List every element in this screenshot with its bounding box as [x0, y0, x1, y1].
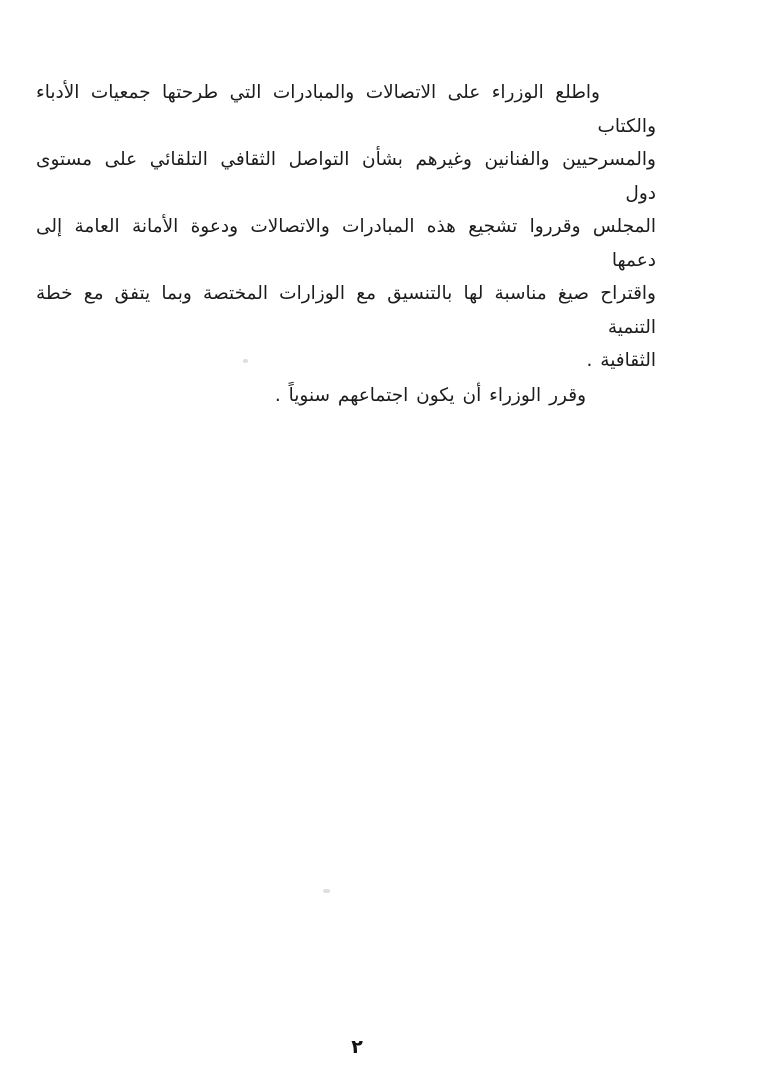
paragraph1-line-1: واطلع الوزراء على الاتصالات والمبادرات التي طرحتها جمعيات الأدباء والكتاب [36, 82, 656, 137]
paragraph1-line-3: المجلس وقرروا تشجيع هذه المبادرات والاتصالات ودعوة الأمانة العامة إلى دعمها [36, 216, 656, 271]
paragraph1-line-4: واقتراح صيغ مناسبة لها بالتنسيق مع الوزارات المختصة وبما يتفق مع خطة التنمية [36, 283, 656, 338]
paragraph1-line-5: الثقافية . [586, 350, 656, 371]
body-text [36, 76, 656, 412]
paragraph2-line-1: وقرر الوزراء أن يكون اجتماعهم سنوياً . [274, 384, 586, 406]
scan-speckle [243, 359, 248, 363]
page-number: ٢ [351, 1036, 363, 1058]
paragraph1-line-2: والمسرحيين والفنانين وغيرهم بشأن التواصل الثقافي التلقائي على مستوى دول [36, 149, 656, 204]
paragraph-council-initiatives [36, 76, 656, 378]
scan-speckle [323, 889, 330, 893]
paragraph-annual-meeting [36, 379, 656, 413]
